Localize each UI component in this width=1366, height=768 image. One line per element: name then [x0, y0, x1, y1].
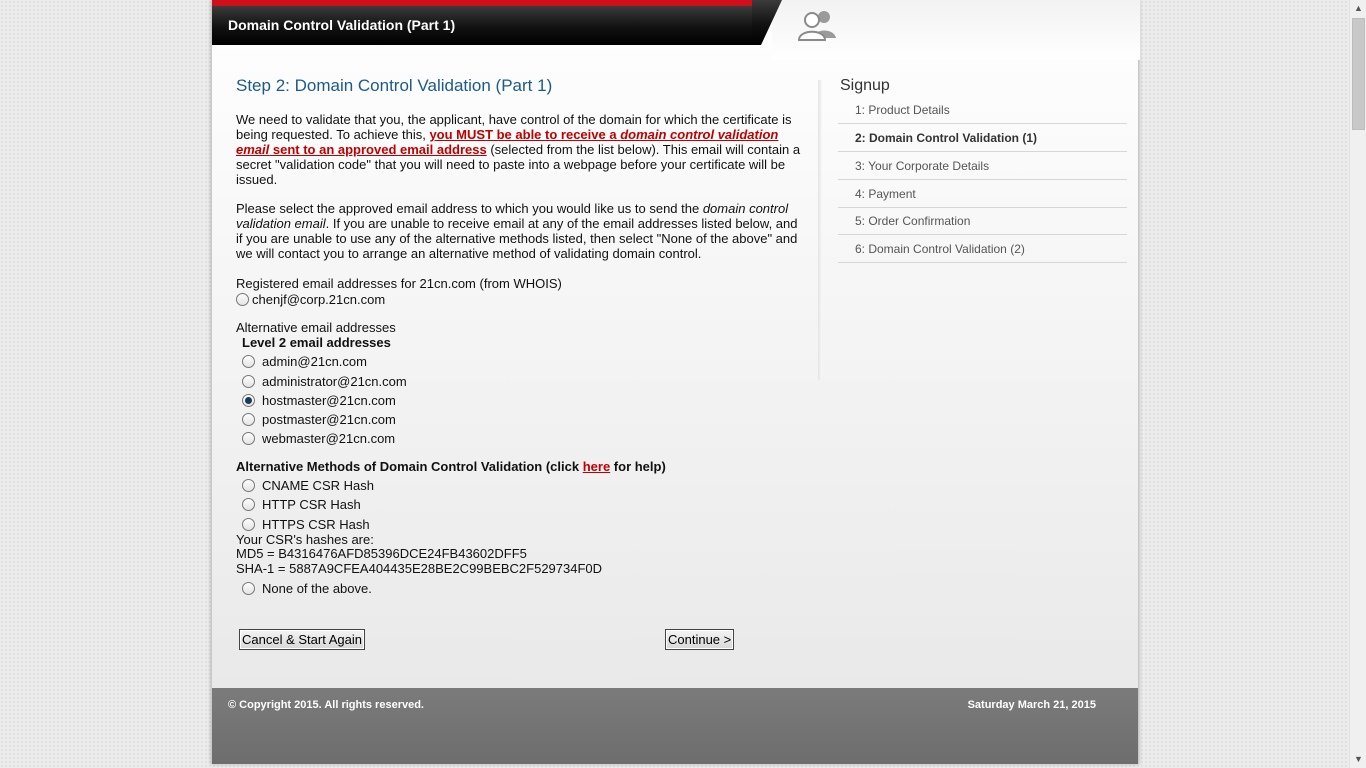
- warning-text-part2: sent to an approved email address: [269, 142, 487, 157]
- email-label: hostmaster@21cn.com: [262, 393, 396, 408]
- continue-button[interactable]: Continue >: [665, 629, 734, 650]
- method-option-cname[interactable]: [242, 478, 374, 493]
- header-title: Domain Control Validation (Part 1): [228, 17, 456, 33]
- step-title: Step 2: Domain Control Validation (Part 1): [236, 76, 553, 95]
- radio-button[interactable]: [242, 432, 255, 445]
- sidebar-item-domain-control-validation-1: 2: Domain Control Validation (1): [838, 124, 1127, 152]
- help-link[interactable]: here: [582, 459, 611, 474]
- alternative-methods-label: [236, 459, 666, 474]
- email-label: postmaster@21cn.com: [262, 412, 396, 427]
- method-label: HTTPS CSR Hash: [262, 517, 370, 532]
- users-icon: [796, 8, 840, 42]
- method-label: CNAME CSR Hash: [262, 478, 374, 493]
- md5-hash: MD5 = B4316476AFD85396DCE24FB43602DFF5: [236, 546, 527, 561]
- select-text-italic: domain control validation email: [236, 201, 789, 231]
- radio-button[interactable]: [242, 413, 255, 426]
- method-option-https[interactable]: [242, 517, 370, 532]
- footer: [212, 688, 1138, 764]
- alt-methods-text: Alternative Methods of Domain Control Validation (click: [236, 459, 583, 474]
- radio-button[interactable]: [242, 582, 255, 595]
- level2-email-option[interactable]: [242, 354, 367, 369]
- alternative-emails-label: Alternative email addresses: [236, 320, 396, 335]
- csr-hashes-label: Your CSR's hashes are:: [236, 532, 374, 547]
- sidebar-item-product-details: 1: Product Details: [838, 96, 1127, 124]
- select-text: Please select the approved email address to which you would like us to send the: [236, 201, 703, 216]
- level2-email-option[interactable]: [242, 374, 407, 389]
- sha1-hash: SHA-1 = 5887A9CFEA404435E28BE2C99BEBC2F529734F0D: [236, 561, 603, 576]
- copyright-text: © Copyright 2015. All rights reserved.: [228, 699, 424, 711]
- sidebar-item-corporate-details: 3: Your Corporate Details: [838, 152, 1127, 180]
- radio-button[interactable]: [242, 518, 255, 531]
- scroll-up-arrow-icon[interactable]: ▲: [1354, 3, 1363, 13]
- alt-methods-text-end: for help): [610, 459, 666, 474]
- radio-button-selected[interactable]: [242, 394, 255, 407]
- none-of-above-label: None of the above.: [262, 581, 372, 596]
- email-label: administrator@21cn.com: [262, 374, 407, 389]
- radio-button[interactable]: [242, 498, 255, 511]
- intro-text-continued: (selected from the list below). This email will contain a secret "validation code" that you will need to paste into a webpage before your certificate will be issued.: [236, 142, 801, 187]
- radio-button[interactable]: [236, 293, 249, 306]
- method-label: HTTP CSR Hash: [262, 497, 361, 512]
- vertical-scrollbar[interactable]: [1349, 0, 1366, 768]
- scroll-down-arrow-icon[interactable]: ▼: [1354, 754, 1363, 764]
- registered-emails-label: Registered email addresses for 21cn.com (from WHOIS): [236, 276, 562, 291]
- cancel-button[interactable]: Cancel & Start Again: [239, 629, 365, 650]
- method-option-http[interactable]: [242, 497, 361, 512]
- radio-button[interactable]: [242, 355, 255, 368]
- level2-email-option[interactable]: [242, 393, 396, 408]
- sidebar-item-payment: 4: Payment: [838, 180, 1127, 208]
- footer-date: Saturday March 21, 2015: [967, 699, 1096, 711]
- sidebar-title: Signup: [840, 77, 890, 94]
- radio-button[interactable]: [242, 479, 255, 492]
- intro-text: We need to validate that you, the applicant, have control of the domain for which the certificate is being requested. To achieve this,: [236, 112, 792, 142]
- sidebar-item-domain-control-validation-2: 6: Domain Control Validation (2): [838, 235, 1127, 263]
- sidebar-item-order-confirmation: 5: Order Confirmation: [838, 207, 1127, 235]
- select-text-continued: . If you are unable to receive email at any of the email addresses listed below, and if you are unable to use any of the alternative methods listed, then select "None of the above" and we will contact you to arrange an alternative method of validating domain control.: [236, 216, 798, 261]
- sidebar-divider: [818, 80, 822, 380]
- page-container: [211, 0, 1139, 764]
- warning-text-part1: you MUST be able to receive a: [429, 127, 621, 142]
- warning-text-italic: domain control validation email: [236, 127, 779, 157]
- email-label: chenjf@corp.21cn.com: [252, 292, 386, 307]
- scroll-thumb[interactable]: [1352, 18, 1365, 130]
- level2-emails-label: Level 2 email addresses: [242, 335, 391, 350]
- intro-paragraph: [236, 112, 802, 187]
- level2-email-option[interactable]: [242, 412, 396, 427]
- email-label: admin@21cn.com: [262, 354, 367, 369]
- level2-email-option[interactable]: [242, 431, 395, 446]
- radio-button[interactable]: [242, 375, 255, 388]
- select-paragraph: [236, 201, 802, 261]
- none-of-above-option[interactable]: [242, 581, 372, 596]
- email-label: webmaster@21cn.com: [262, 431, 396, 446]
- registered-email-option[interactable]: [236, 292, 385, 307]
